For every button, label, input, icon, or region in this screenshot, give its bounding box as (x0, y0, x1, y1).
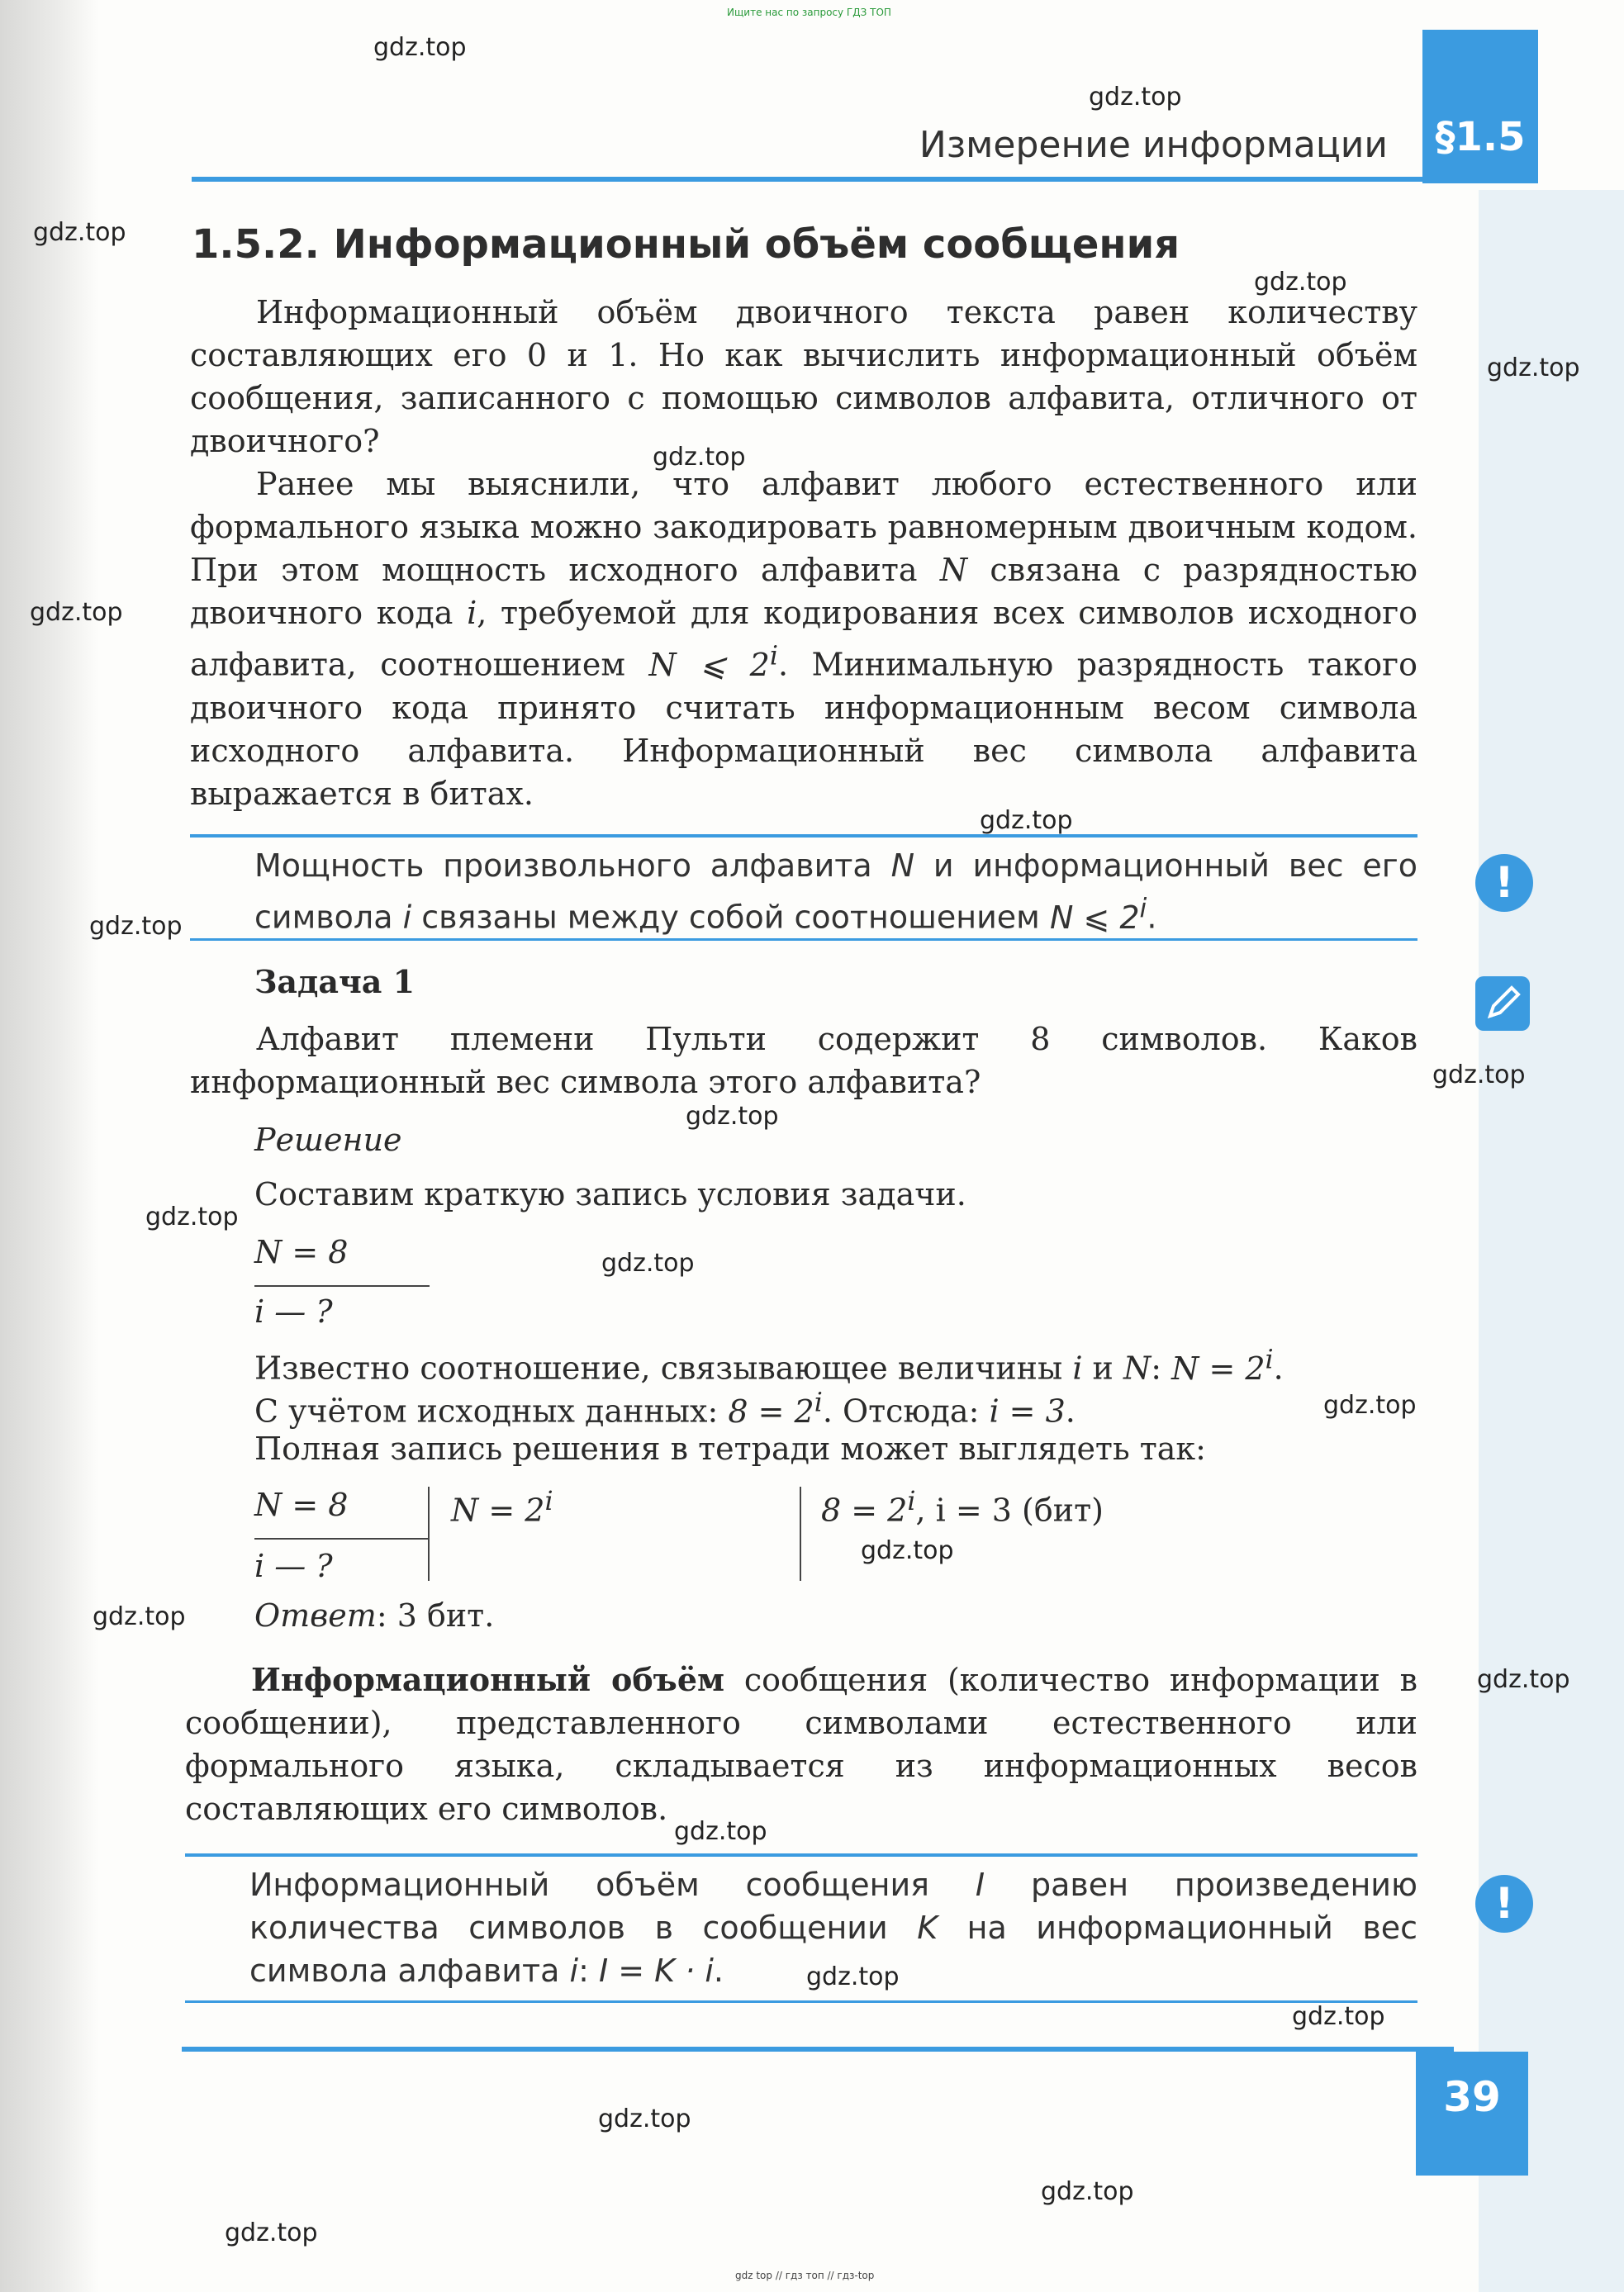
watermark: gdz.top (1323, 1391, 1417, 1420)
record-given: N = 8 (254, 1487, 349, 1523)
watermark: gdz.top (225, 2218, 318, 2247)
p2-c: , требуемой для кодирования всех символов исходного алфавита, соотношением (190, 595, 1418, 683)
bottom-notice: gdz top // гдз топ // гдз-top (735, 2270, 875, 2281)
watermark: gdz.top (1292, 2002, 1385, 2031)
watermark: gdz.top (806, 1962, 900, 1991)
watermark: gdz.top (145, 1203, 239, 1231)
page-spine-shadow (0, 0, 99, 2292)
section-title: 1.5.2. Информационный объём сообщения (192, 221, 1180, 268)
p2-a: Ранее мы выяснили, что алфавит любого естественного или формального языка можно закодировать равномерным двоичным кодом. При этом мощность исходного алфавита (190, 466, 1417, 588)
box2-top-rule (185, 1853, 1417, 1857)
box1-text: Мощность произвольного алфавита N и информационный вес его символа i связаны между собой соотношением N ⩽ 2$^i$. (254, 847, 1418, 936)
given-data: С учётом исходных данных: $8 = 2^i$. Отсюда: i = 3. (254, 1388, 1076, 1430)
watermark: gdz.top (1487, 354, 1580, 382)
watermark: gdz.top (1432, 1061, 1526, 1089)
p2-d: . Минимальную разрядность такого двоичного кода принято считать информационным весом символа исходного алфавита. Информационный вес символа алфавита выражается в битах. (190, 646, 1417, 812)
header-rule (192, 177, 1422, 182)
section-tab (1422, 30, 1538, 183)
answer: Ответ: 3 бит. (254, 1597, 495, 1634)
watermark: gdz.top (686, 1102, 779, 1131)
watermark: gdz.top (89, 912, 183, 941)
watermark: gdz.top (598, 2105, 691, 2133)
watermark: gdz.top (980, 806, 1073, 835)
known-relation: Известно соотношение, связывающее величины i и N: $N = 2^i$. (254, 1345, 1284, 1387)
watermark: gdz.top (861, 1536, 954, 1565)
watermark: gdz.top (30, 598, 123, 627)
paragraph-1 (190, 291, 1417, 463)
record-result: $8 = 2^i$, i = 3 (бит) (821, 1487, 1104, 1529)
pencil-icon (1475, 976, 1530, 1031)
full-record-intro: Полная запись решения в тетради может выглядеть так: (254, 1431, 1206, 1467)
record-formula: $N = 2^i$ (451, 1487, 553, 1529)
page-number: 39 (1443, 2073, 1501, 2121)
watermark: gdz.top (1041, 2177, 1134, 2206)
record-divider-1 (428, 1487, 430, 1581)
box2-bottom-rule (185, 2000, 1417, 2003)
important-icon: ! (1475, 854, 1533, 912)
watermark: gdz.top (601, 1249, 695, 1278)
watermark: gdz.top (373, 33, 467, 62)
watermark: gdz.top (1477, 1665, 1570, 1694)
record-given-rule (254, 1538, 430, 1540)
important-icon-2: ! (1475, 1875, 1533, 1933)
chapter-title: Измерение информации (919, 124, 1388, 166)
box2-text: Информационный объём сообщения I равен произведению количества символов в сообщении K на информационный вес символа алфавита i: I = K · i. (249, 1867, 1417, 1989)
top-notice: Ищите нас по запросу ГДЗ ТОП (727, 7, 891, 18)
paragraph-1-text: Информационный объём двоичного текста равен количеству составляющих его 0 и 1. Но как вычислить информационный объём сообщения, записанного с помощью символов алфавита, отличного от двоичного? (190, 294, 1417, 459)
definition: Информационный объём сообщения (количество информации в сообщении), представленного символами естественного или формального языка, складывается из информационных весов составляющих его символов. (185, 1661, 1417, 1827)
given-short: N = 8 (254, 1234, 349, 1270)
paragraph-2 (190, 463, 1417, 815)
margin-strip (1479, 190, 1624, 2292)
watermark: gdz.top (653, 443, 746, 472)
watermark: gdz.top (1254, 268, 1347, 297)
watermark: gdz.top (1089, 83, 1182, 112)
symbol-N: N (939, 552, 968, 588)
task-title: Задача 1 (254, 963, 415, 1000)
box1-top-rule (190, 834, 1417, 838)
task-text: Алфавит племени Пульти содержит 8 символов. Каков информационный вес символа этого алфавита? (190, 1021, 1417, 1100)
solution-label: Решение (254, 1122, 402, 1158)
solution-step-1: Составим краткую запись условия задачи. (254, 1176, 966, 1212)
watermark: gdz.top (93, 1602, 186, 1631)
relation-formula: N ⩽ 2$^i$ (648, 641, 778, 683)
find-short: i — ? (254, 1293, 333, 1330)
footer-rule (182, 2047, 1454, 2052)
given-rule (254, 1285, 430, 1287)
box1-bottom-rule (190, 938, 1417, 941)
section-tab-label: §1.5 (1435, 114, 1526, 160)
watermark: gdz.top (674, 1817, 767, 1846)
record-find: i — ? (254, 1548, 333, 1584)
watermark: gdz.top (33, 218, 126, 247)
record-divider-2 (800, 1487, 801, 1581)
symbol-i: i (467, 595, 477, 631)
p2-b: связана с разрядностью двоичного кода (190, 552, 1417, 631)
